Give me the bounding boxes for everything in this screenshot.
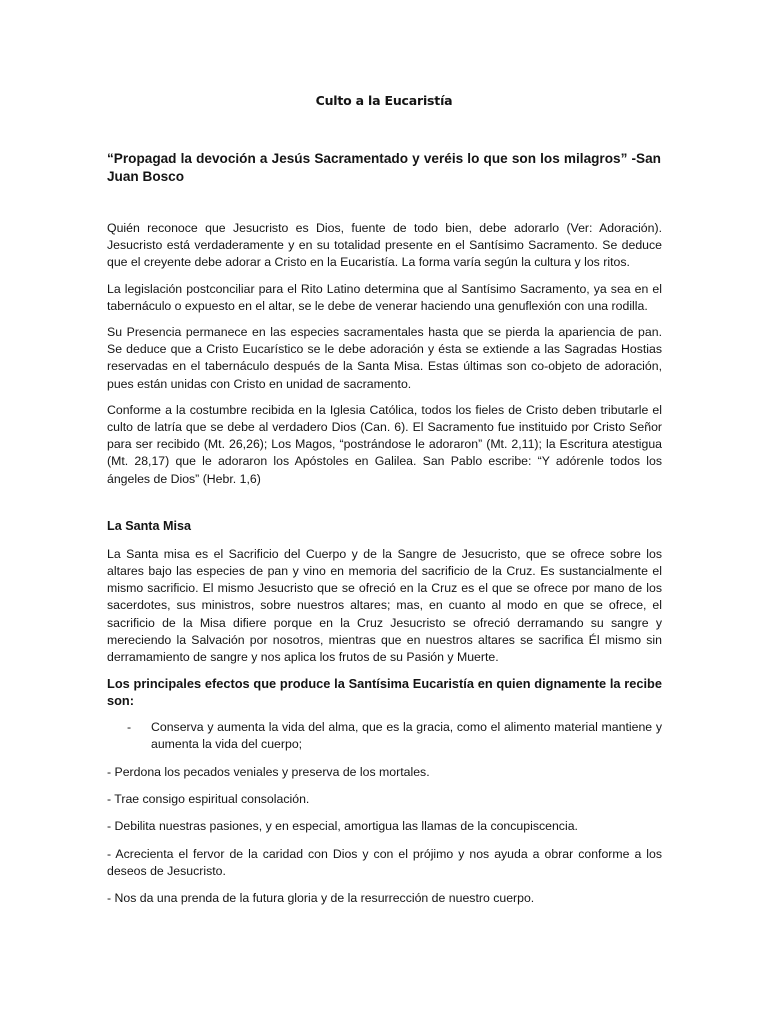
bullet-dash: - [127, 719, 132, 734]
paragraph: Su Presencia permanece en las especies sacramentales hasta que se pierda la apariencia de pan. Se deduce que a Cristo Eucarístico se le debe adoración y ésta se extiende a las Sagradas Hostias reservadas en el tabernáculo después de la Santa Misa. Estas últimas son co-objeto de adoración, pues están unidas con Cristo en unidad de sacramento. [107, 325, 662, 391]
effect-item: - Acrecienta el fervor de la caridad con Dios y con el prójimo y nos ayuda a obrar conforme a los deseos de Jesucristo. [107, 846, 662, 878]
effect-item: - Perdona los pecados veniales y preserva de los mortales. [107, 765, 430, 780]
effect-item: - Nos da una prenda de la futura gloria y de la resurrección de nuestro cuerpo. [107, 891, 535, 906]
effects-heading: Los principales efectos que produce la Santísima Eucaristía en quien dignamente la recibe son: [107, 676, 662, 709]
paragraph: Conforme a la costumbre recibida en la Iglesia Católica, todos los fieles de Cristo deben tributarle el culto de latría que se debe al verdadero Dios (Can. 6). El Sacramento fue instituido por Cristo Señor para ser recibido (Mt. 26,26); Los Magos, “postrándose le adoraron” (Mt. 2,11); la Escritura atestigua (Mt. 28,17) que le adoraron los Apóstoles en Galilea. San Pablo escribe: “Y adórenle todos los ángeles de Dios” (Hebr. 1,6) [107, 402, 662, 486]
document-body [107, 220, 662, 917]
section-heading: La Santa Misa [107, 518, 191, 533]
effect-item: - Debilita nuestras pasiones, y en especial, amortigua las llamas de la concupiscencia. [107, 819, 578, 834]
opening-quote: “Propagad la devoción a Jesús Sacramentado y veréis lo que son los milagros” -San Juan Bosco [107, 151, 661, 184]
document-title: Culto a la Eucaristía [315, 93, 453, 108]
list-item [107, 719, 662, 753]
misa-paragraph: La Santa misa es el Sacrificio del Cuerpo y de la Sangre de Jesucristo, que se ofrece sobre los altares bajo las especies de pan y vino en memoria del sacrificio de la Cruz. Es sustancialmente el mismo sacrificio. El mismo Jesucristo que se ofreció en la Cruz es el que se ofrece por mano de los sacerdotes, sus ministros, sobre nuestros altares; mas, en cuanto al modo en que se ofrece, el sacrificio de la Misa difiere porque en la Cruz Jesucristo se ofreció derramando su sangre y mereciendo la Salvación por nosotros, mientras que en nuestros altares se sacrifica Él mismo sin derramamiento de sangre y nos aplica los frutos de su Pasión y Muerte. [107, 546, 662, 665]
paragraph: Quién reconoce que Jesucristo es Dios, fuente de todo bien, debe adorarlo (Ver: Adoración). Jesucristo está verdaderamente y en su totalidad presente en el Santísimo Sacramento. Se deduce que el creyente debe adorar a Cristo en la Eucaristía. La forma varía según la cultura y los ritos. [107, 221, 662, 270]
paragraph: La legislación postconciliar para el Rito Latino determina que al Santísimo Sacramento, ya sea en el tabernáculo o expuesto en el altar, se le debe de venerar haciendo una genuflexión con una rodilla. [107, 281, 662, 313]
effect-item: - Trae consigo espiritual consolación. [107, 792, 310, 807]
bullet-text: Conserva y aumenta la vida del alma, que es la gracia, como el alimento material mantiene y aumenta la vida del cuerpo; [151, 719, 662, 751]
